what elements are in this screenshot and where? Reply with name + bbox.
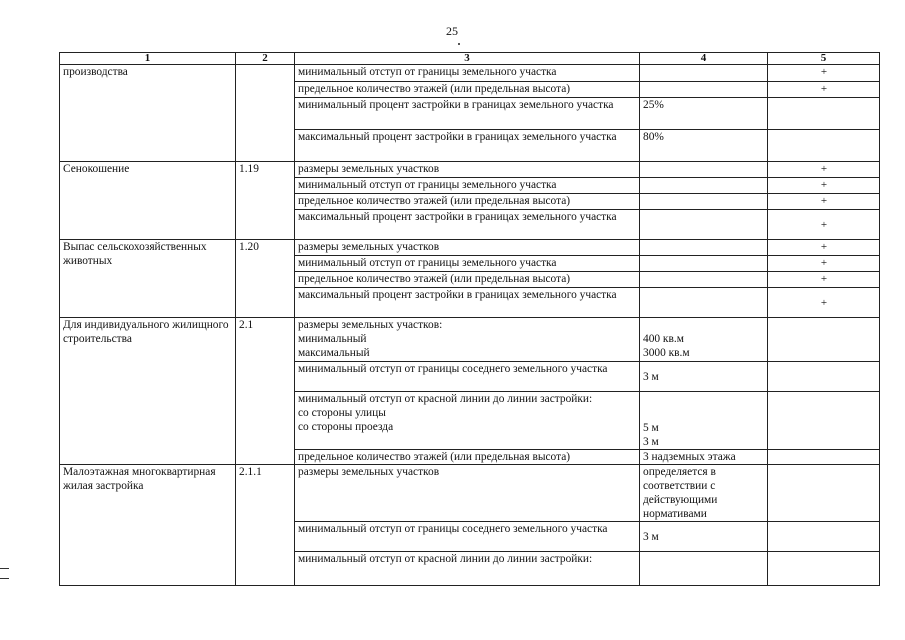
use-type-code: 1.20 (236, 240, 295, 318)
value-cell: 80% (640, 130, 768, 162)
value-cell (640, 256, 768, 272)
parameter-cell (295, 318, 640, 362)
parameter-line: со стороны проезда (298, 421, 394, 433)
parameter-cell: предельное количество этажей (или предельная высота) (295, 272, 640, 288)
margin-mark (0, 568, 9, 569)
parameter-line: минимальный отступ от красной линии до линии застройки: (298, 393, 593, 405)
parameter-line: со стороны улицы (298, 407, 386, 419)
parameter-cell: максимальный процент застройки в границах земельного участка (295, 288, 640, 318)
parameter-cell: минимальный отступ от границы соседнего земельного участка (295, 522, 640, 552)
value-cell: 3 надземных этажа (640, 450, 768, 465)
value-cell (640, 272, 768, 288)
parameter-cell: размеры земельных участков (295, 162, 640, 178)
use-type-name: Выпас сельскохозяйственных животных (60, 240, 236, 318)
column-header: 4 (640, 53, 768, 65)
parameter-cell: максимальный процент застройки в границах земельного участка (295, 210, 640, 240)
margin-mark (0, 578, 9, 579)
parameter-cell: размеры земельных участков (295, 465, 640, 522)
column-header: 2 (236, 53, 295, 65)
mark-cell: + (768, 194, 880, 210)
parameter-cell: минимальный отступ от границы земельного участка (295, 178, 640, 194)
column-header: 1 (60, 53, 236, 65)
table-row (60, 162, 880, 178)
value-cell: определяется в соответствии с действующими нормативами (640, 465, 768, 522)
mark-cell: + (768, 288, 880, 318)
parameter-cell: минимальный отступ от границы земельного участка (295, 65, 640, 82)
use-type-name: Сенокошение (60, 162, 236, 240)
value-cell (640, 65, 768, 82)
use-type-name: Для индивидуального жилищного строительства (60, 318, 236, 465)
table-row (60, 465, 880, 522)
value-cell: 25% (640, 98, 768, 130)
parameter-cell: предельное количество этажей (или предельная высота) (295, 450, 640, 465)
mark-cell (768, 465, 880, 522)
value-cell (640, 194, 768, 210)
page-number: 25 (446, 24, 458, 38)
mark-cell (768, 392, 880, 450)
table-row (60, 318, 880, 362)
table-header-row (60, 53, 880, 65)
mark-cell: + (768, 178, 880, 194)
parameter-cell: размеры земельных участков (295, 240, 640, 256)
land-use-parameters-table (59, 52, 880, 586)
value-cell (640, 318, 768, 362)
value-line: 400 кв.м (643, 333, 684, 345)
column-header: 3 (295, 53, 640, 65)
table-row (60, 65, 880, 82)
mark-cell: + (768, 210, 880, 240)
mark-cell (768, 522, 880, 552)
parameter-cell: минимальный отступ от границы земельного участка (295, 256, 640, 272)
value-line: 5 м (643, 422, 659, 434)
value-cell (640, 82, 768, 98)
mark-cell (768, 130, 880, 162)
use-type-code: 1.19 (236, 162, 295, 240)
use-type-code: 2.1.1 (236, 465, 295, 586)
value-cell (640, 552, 768, 586)
parameter-line: размеры земельных участков: (298, 319, 443, 331)
column-header: 5 (768, 53, 880, 65)
use-type-name: Малоэтажная многоквартирная жилая застройка (60, 465, 236, 586)
value-cell (640, 178, 768, 194)
parameter-cell: минимальный отступ от красной линии до линии застройки: (295, 552, 640, 586)
value-cell (640, 392, 768, 450)
value-line: 3000 кв.м (643, 347, 690, 359)
parameter-line: максимальный (298, 347, 370, 359)
parameter-cell (295, 392, 640, 450)
use-type-name: производства (60, 65, 236, 162)
value-line: 3 м (643, 436, 659, 448)
scan-speck (458, 43, 460, 45)
value-cell (640, 288, 768, 318)
parameter-line: минимальный (298, 333, 367, 345)
parameter-cell: минимальный отступ от границы соседнего земельного участка (295, 362, 640, 392)
value-cell (640, 162, 768, 178)
mark-cell (768, 552, 880, 586)
mark-cell: + (768, 240, 880, 256)
mark-cell (768, 450, 880, 465)
use-type-code: 2.1 (236, 318, 295, 465)
mark-cell: + (768, 82, 880, 98)
mark-cell: + (768, 272, 880, 288)
parameter-cell: максимальный процент застройки в границах земельного участка (295, 130, 640, 162)
value-cell (640, 210, 768, 240)
parameter-cell: минимальный процент застройки в границах земельного участка (295, 98, 640, 130)
value-cell: 3 м (640, 362, 768, 392)
value-cell (640, 240, 768, 256)
table-row (60, 240, 880, 256)
use-type-code (236, 65, 295, 162)
value-cell: 3 м (640, 522, 768, 552)
mark-cell (768, 98, 880, 130)
mark-cell: + (768, 162, 880, 178)
parameter-cell: предельное количество этажей (или предельная высота) (295, 82, 640, 98)
parameter-cell: предельное количество этажей (или предельная высота) (295, 194, 640, 210)
mark-cell (768, 362, 880, 392)
mark-cell: + (768, 65, 880, 82)
mark-cell (768, 318, 880, 362)
mark-cell: + (768, 256, 880, 272)
